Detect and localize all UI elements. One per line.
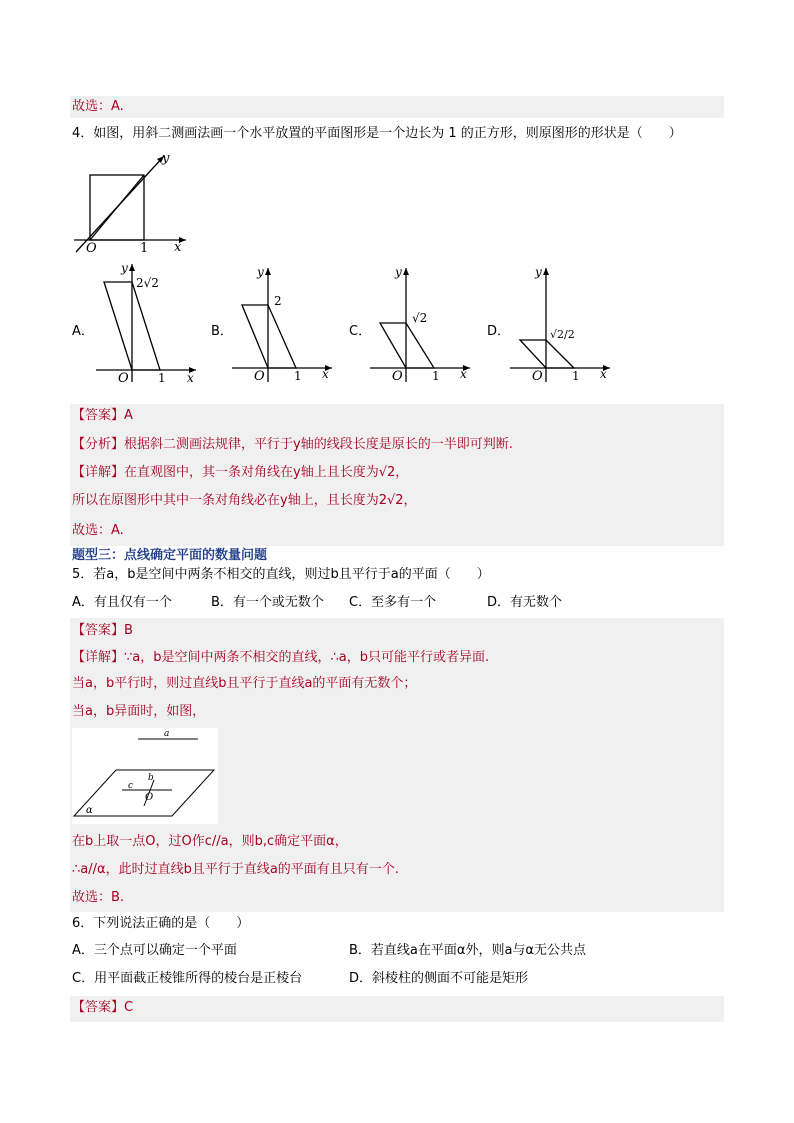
q4-option-b-label: B．: [211, 324, 233, 339]
q6-option-d: D．斜棱柱的侧面不可能是矩形: [349, 971, 529, 986]
q4-option-c-label: C．: [349, 324, 372, 339]
q5-fig-c: c: [128, 781, 134, 791]
svg-text:1: 1: [158, 371, 166, 385]
prev-answer-shade: [70, 96, 724, 118]
q5-choice: 故选：B.: [72, 890, 125, 905]
q5-detail-2: 当a，b平行时，则过直线b且平行于直线a的平面有无数个；: [72, 676, 417, 691]
q5-option-a: A．有且仅有一个: [72, 595, 172, 610]
q4-option-b-figure: [228, 262, 338, 388]
q4-fig-x-label: x: [174, 240, 182, 254]
svg-text:1: 1: [294, 369, 302, 383]
svg-text:y: y: [257, 265, 264, 279]
q5-detail-4: 在b上取一点O，过O作c//a，则b,c确定平面α，: [72, 834, 348, 849]
q4-detail-2: 所以在原图形中其中一条对角线必在y轴上，且长度为2√2，: [72, 493, 417, 508]
q4-option-a-figure: [92, 258, 202, 388]
q5-option-c: C．至多有一个: [349, 595, 437, 610]
svg-text:O: O: [392, 369, 403, 384]
q4-option-d-label: D．: [487, 324, 511, 339]
svg-text:x: x: [187, 371, 194, 385]
svg-text:1: 1: [572, 369, 580, 383]
q6-stem: 6．下列说法正确的是（ ）: [72, 916, 250, 931]
q4-option-a-label: A．: [72, 324, 94, 339]
svg-text:O: O: [532, 369, 543, 384]
q4-fig-y-label: y: [162, 151, 170, 166]
q5-detail-1: 【详解】∵a，b是空间中两条不相交的直线，∴a，b只可能平行或者异面.: [72, 650, 490, 665]
q5-option-b: B．有一个或无数个: [211, 595, 324, 610]
svg-text:O: O: [118, 371, 129, 386]
q5-fig-a: a: [164, 729, 170, 739]
q4-stem: 4．如图，用斜二测画法画一个水平放置的平面图形是一个边长为 1 的正方形，则原图形的形状是（ ）: [72, 126, 682, 141]
q6-option-a: A．三个点可以确定一个平面: [72, 943, 237, 958]
q6-answer-shade: [70, 996, 724, 1022]
prev-choice: 故选：A.: [72, 99, 124, 114]
q5-detail-3: 当a，b异面时，如图，: [72, 704, 206, 719]
q5-fig-b: b: [148, 773, 154, 783]
q4-answer: 【答案】A: [72, 408, 133, 423]
q5-stem: 5．若a，b是空间中两条不相交的直线，则过b且平行于a的平面（ ）: [72, 567, 490, 582]
q6-option-b: B．若直线a在平面α外，则a与α无公共点: [349, 943, 586, 958]
svg-text:x: x: [600, 367, 607, 381]
svg-text:1: 1: [432, 369, 440, 383]
q4-analysis: 【分析】根据斜二测画法规律，平行于y轴的线段长度是原长的一半即可判断.: [72, 437, 513, 452]
q6-answer: 【答案】C: [72, 1000, 134, 1015]
svg-text:O: O: [254, 369, 265, 384]
q4-detail-1: 【详解】在直观图中，其一条对角线在y轴上且长度为√2，: [72, 465, 409, 480]
q4-fig-origin: O: [86, 241, 97, 254]
q4-option-a-mark: 2√2: [136, 276, 159, 290]
q6-option-c: C．用平面截正棱锥所得的棱台是正棱台: [72, 971, 303, 986]
q5-fig-o: O: [145, 792, 154, 803]
svg-text:y: y: [535, 265, 542, 279]
q4-fig-one: 1: [140, 241, 149, 254]
q4-option-b-mark: 2: [274, 294, 282, 308]
q5-skew-lines-figure: [72, 728, 218, 824]
svg-text:y: y: [121, 261, 128, 275]
q4-choice: 故选：A.: [72, 523, 124, 538]
q4-option-c-mark: √2: [412, 311, 428, 325]
section3-heading: 题型三：点线确定平面的数量问题: [72, 548, 268, 563]
q5-option-d: D．有无数个: [487, 595, 563, 610]
svg-text:x: x: [460, 367, 467, 381]
q5-answer: 【答案】B: [72, 623, 133, 638]
q5-detail-5: ∴a//α，此时过直线b且平行于直线a的平面有且只有一个.: [72, 862, 399, 877]
q4-option-d-figure: [506, 262, 616, 388]
svg-text:y: y: [395, 265, 402, 279]
svg-text:x: x: [322, 367, 329, 381]
q4-option-d-mark: √2/2: [550, 328, 575, 341]
q4-intuitive-figure: [70, 148, 190, 254]
q5-fig-alpha: α: [86, 805, 93, 816]
q4-option-c-figure: [366, 262, 476, 388]
